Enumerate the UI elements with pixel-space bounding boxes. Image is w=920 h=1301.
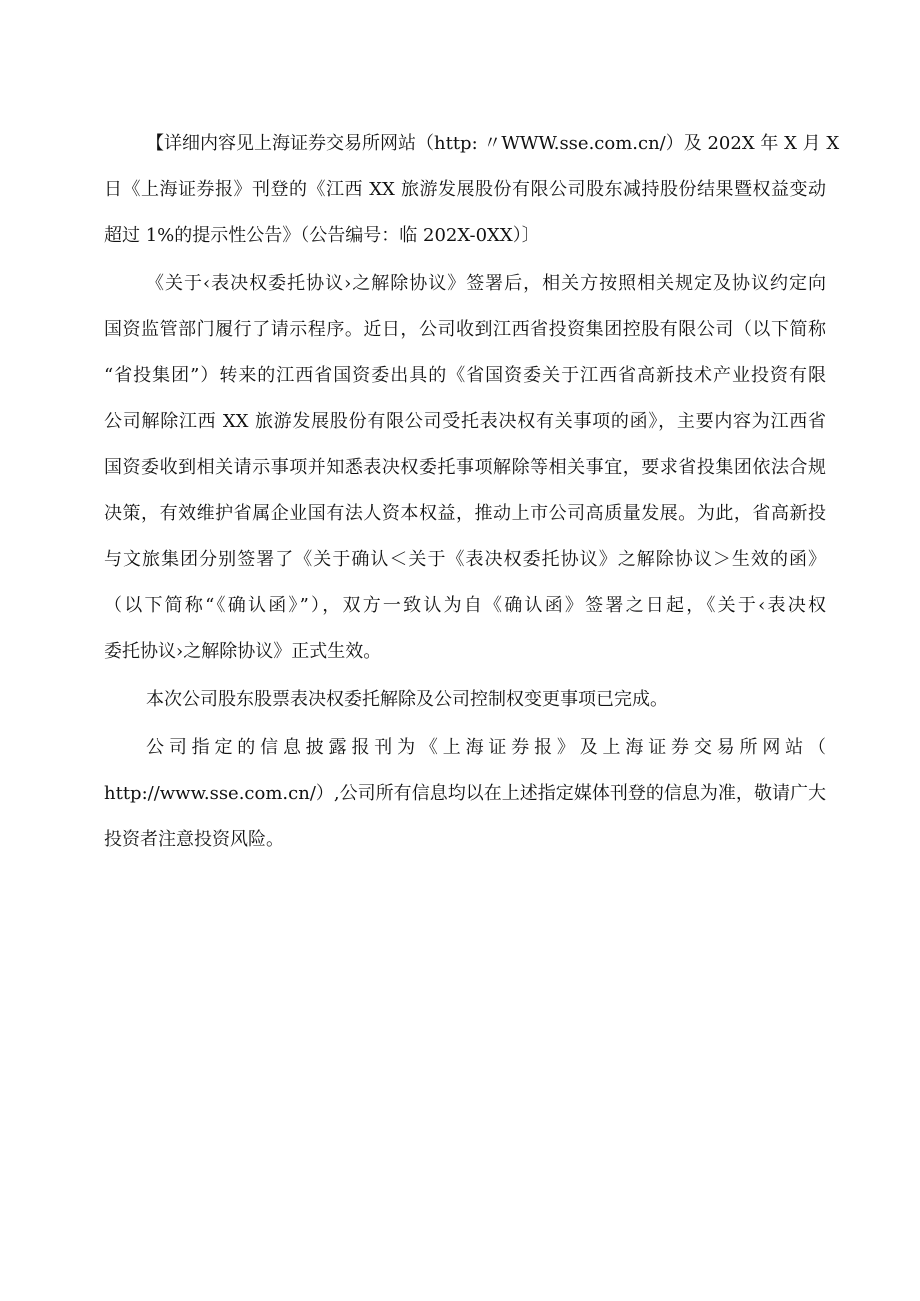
paragraph-line: 国资委收到相关请示事项并知悉表决权委托事项解除等相关事宜，要求省投集团依法合规 <box>104 457 826 478</box>
paragraph-line: 【详细内容见上海证券交易所网站（http: 〃WWW.sse.com.cn/）及 202X 年 X 月 X <box>146 133 840 154</box>
paragraph-line: “省投集团”）转来的江西省国资委出具的《省国资委关于江西省高新技术产业投资有限 <box>104 365 826 386</box>
paragraph-line: （以下简称“《确认函》”），双方一致认为自《确认函》签署之日起，《关于‹表决权 <box>104 595 826 616</box>
paragraph-line: 日《上海证券报》刊登的《江西 XX 旅游发展股份有限公司股东减持股份结果暨权益变动 <box>104 179 826 200</box>
paragraph-line: 国资监管部门履行了请示程序。近日，公司收到江西省投资集团控股有限公司（以下简称 <box>104 319 826 340</box>
paragraph-line: 委托协议›之解除协议》正式生效。 <box>104 641 382 662</box>
paragraph-line: 投资者注意投资风险。 <box>104 829 284 850</box>
paragraph-line: http://www.sse.com.cn/）,公司所有信息均以在上述指定媒体刊登的信息为准，敬请广大 <box>104 783 826 804</box>
disclosure-paragraph <box>104 730 826 868</box>
paragraph-line: 《关于‹表决权委托协议›之解除协议》签署后，相关方按照相关规定及协议约定向 <box>146 273 826 294</box>
paragraph-line: 超过 1%的提示性公告》（公告编号：临 202X-0XX）〕 <box>104 225 540 246</box>
paragraph-line: 本次公司股东股票表决权委托解除及公司控制权变更事项已完成。 <box>146 689 668 710</box>
document-body <box>104 126 840 868</box>
reference-paragraph <box>104 126 840 264</box>
termination-paragraph <box>104 266 826 680</box>
completion-paragraph <box>104 682 826 728</box>
paragraph-line: 公司指定的信息披露报刊为《上海证券报》及上海证券交易所网站（ <box>146 737 826 758</box>
paragraph-line: 与文旅集团分别签署了《关于确认＜关于《表决权委托协议》之解除协议＞生效的函》 <box>104 549 826 570</box>
paragraph-line: 公司解除江西 XX 旅游发展股份有限公司受托表决权有关事项的函》，主要内容为江西省 <box>104 411 826 432</box>
paragraph-line: 决策，有效维护省属企业国有法人资本权益，推动上市公司高质量发展。为此，省高新投 <box>104 503 826 524</box>
